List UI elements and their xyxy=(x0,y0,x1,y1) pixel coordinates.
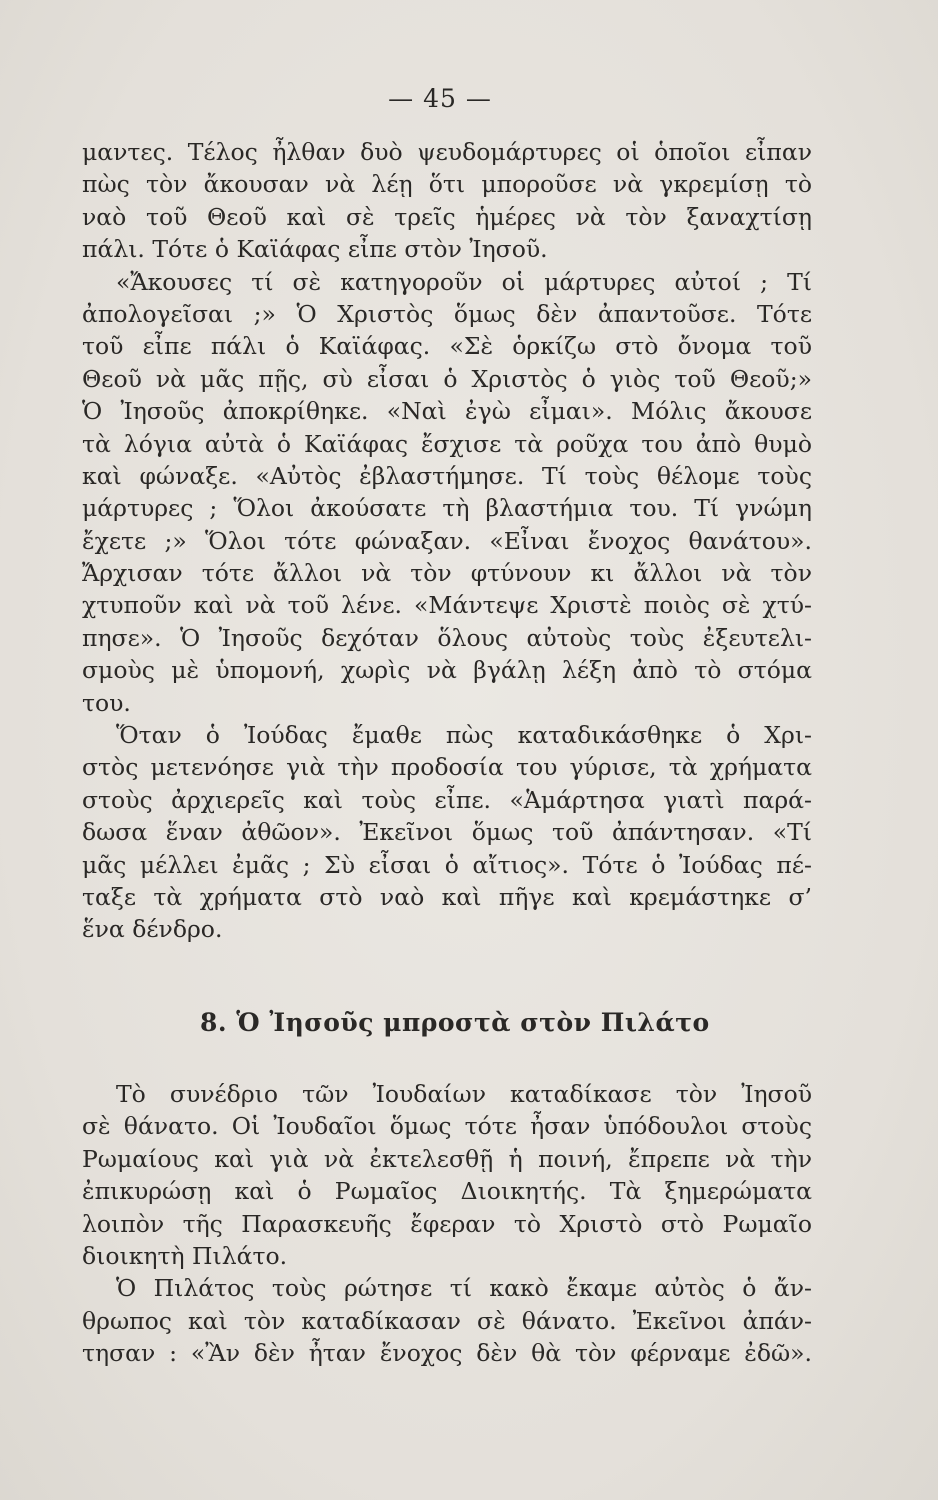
text-line: πησε». Ὁ Ἰησοῦς δεχόταν ὅλους αὐτοὺς τοὺς ἐξευτελι- xyxy=(82,623,812,652)
text-line: ἐπικυρώσῃ καὶ ὁ Ρωμαῖος Διοικητής. Τὰ ξημερώματα xyxy=(82,1177,812,1206)
text-line: ἕνα δένδρο. xyxy=(82,915,223,944)
text-line: σὲ θάνατο. Οἱ Ἰουδαῖοι ὅμως τότε ἦσαν ὑπόδουλοι στοὺς xyxy=(82,1112,812,1141)
text-line: Ὁ Ἰησοῦς ἀποκρίθηκε. «Ναὶ ἐγὼ εἶμαι». Μόλις ἄκουσε xyxy=(82,397,812,426)
page-number: — 45 — xyxy=(388,84,492,113)
text-line: θρωπος καὶ τὸν καταδίκασαν σὲ θάνατο. Ἐκεῖνοι ἀπάν- xyxy=(82,1306,812,1335)
text-line: τὰ λόγια αὐτὰ ὁ Καϊάφας ἔσχισε τὰ ροῦχα του ἀπὸ θυμὸ xyxy=(82,429,812,458)
text-line: στοὺς ἀρχιερεῖς καὶ τοὺς εἶπε. «Ἁμάρτησα γιατὶ παρά- xyxy=(82,785,812,814)
text-line: Θεοῦ νὰ μᾶς πῇς, σὺ εἶσαι ὁ Χριστὸς ὁ γιὸς τοῦ Θεοῦ;» xyxy=(82,364,812,393)
text-line: δωσα ἕναν ἀθῶον». Ἐκεῖνοι ὅμως τοῦ ἀπάντησαν. «Τί xyxy=(82,818,812,847)
text-line: χτυποῦν καὶ νὰ τοῦ λένε. «Μάντεψε Χριστὲ ποιὸς σὲ χτύ- xyxy=(82,591,812,620)
text-line: διοικητὴ Πιλάτο. xyxy=(82,1241,288,1270)
text-line: Ρωμαίους καὶ γιὰ νὰ ἐκτελεσθῇ ἡ ποινή, ἔπρεπε νὰ τὴν xyxy=(82,1144,812,1173)
text-line: του. xyxy=(82,688,131,717)
text-line: σμοὺς μὲ ὑπομονή, χωρὶς νὰ βγάλῃ λέξη ἀπὸ τὸ στόμα xyxy=(82,656,812,685)
text-line: πάλι. Τότε ὁ Καϊάφας εἶπε στὸν Ἰησοῦ. xyxy=(82,235,548,264)
text-line: πὼς τὸν ἄκουσαν νὰ λέῃ ὅτι μποροῦσε νὰ γκρεμίσῃ τὸ xyxy=(82,170,812,199)
text-line: ἀπολογεῖσαι ;» Ὁ Χριστὸς ὅμως δὲν ἀπαντοῦσε. Τότε xyxy=(82,299,812,328)
body-text-block-1 xyxy=(82,136,812,946)
text-line: μᾶς μέλλει ἐμᾶς ; Σὺ εἶσαι ὁ αἴτιος». Τότε ὁ Ἰούδας πέ- xyxy=(82,850,812,879)
text-line: τησαν : «Ἂν δὲν ἦταν ἔνοχος δὲν θὰ τὸν φέρναμε ἐδῶ». xyxy=(82,1339,812,1368)
text-line: ταξε τὰ χρήματα στὸ ναὸ καὶ πῆγε καὶ κρεμάστηκε σ’ xyxy=(82,882,812,911)
text-line: ναὸ τοῦ Θεοῦ καὶ σὲ τρεῖς ἡμέρες νὰ τὸν ξαναχτίσῃ xyxy=(82,202,812,231)
text-line: Ἄρχισαν τότε ἄλλοι νὰ τὸν φτύνουν κι ἄλλοι νὰ τὸν xyxy=(82,559,812,588)
text-line: ἔχετε ;» Ὅλοι τότε φώναξαν. «Εἶναι ἔνοχος θανάτου». xyxy=(82,526,812,555)
section-heading: 8. Ὁ Ἰησοῦς μπροστὰ στὸν Πιλάτο xyxy=(200,1008,710,1037)
text-line: Τὸ συνέδριο τῶν Ἰουδαίων καταδίκασε τὸν Ἰησοῦ xyxy=(116,1080,812,1108)
text-line: «Ἄκουσες τί σὲ κατηγοροῦν οἱ μάρτυρες αὐτοί ; Τί xyxy=(116,267,812,296)
text-line: μάρτυρες ; Ὅλοι ἀκούσατε τὴ βλαστήμια του. Τί γνώμη xyxy=(82,494,812,523)
text-line: τοῦ εἶπε πάλι ὁ Καϊάφας. «Σὲ ὁρκίζω στὸ ὄνομα τοῦ xyxy=(82,332,812,361)
text-line: στὸς μετενόησε γιὰ τὴν προδοσία του γύρισε, τὰ χρήματα xyxy=(82,753,812,782)
text-line: μαντες. Τέλος ἦλθαν δυὸ ψευδομάρτυρες οἱ ὁποῖοι εἶπαν xyxy=(82,138,812,166)
text-line: Ὁ Πιλάτος τοὺς ρώτησε τί κακὸ ἔκαμε αὐτὸς ὁ ἄν- xyxy=(116,1274,812,1303)
text-line: καὶ φώναξε. «Αὐτὸς ἐβλαστήμησε. Τί τοὺς θέλομε τοὺς xyxy=(82,461,812,490)
body-text-block-2 xyxy=(82,1078,812,1370)
text-line: Ὅταν ὁ Ἰούδας ἔμαθε πὼς καταδικάσθηκε ὁ Χρι- xyxy=(116,721,812,750)
text-line: λοιπὸν τῆς Παρασκευῆς ἔφεραν τὸ Χριστὸ στὸ Ρωμαῖο xyxy=(82,1209,812,1238)
